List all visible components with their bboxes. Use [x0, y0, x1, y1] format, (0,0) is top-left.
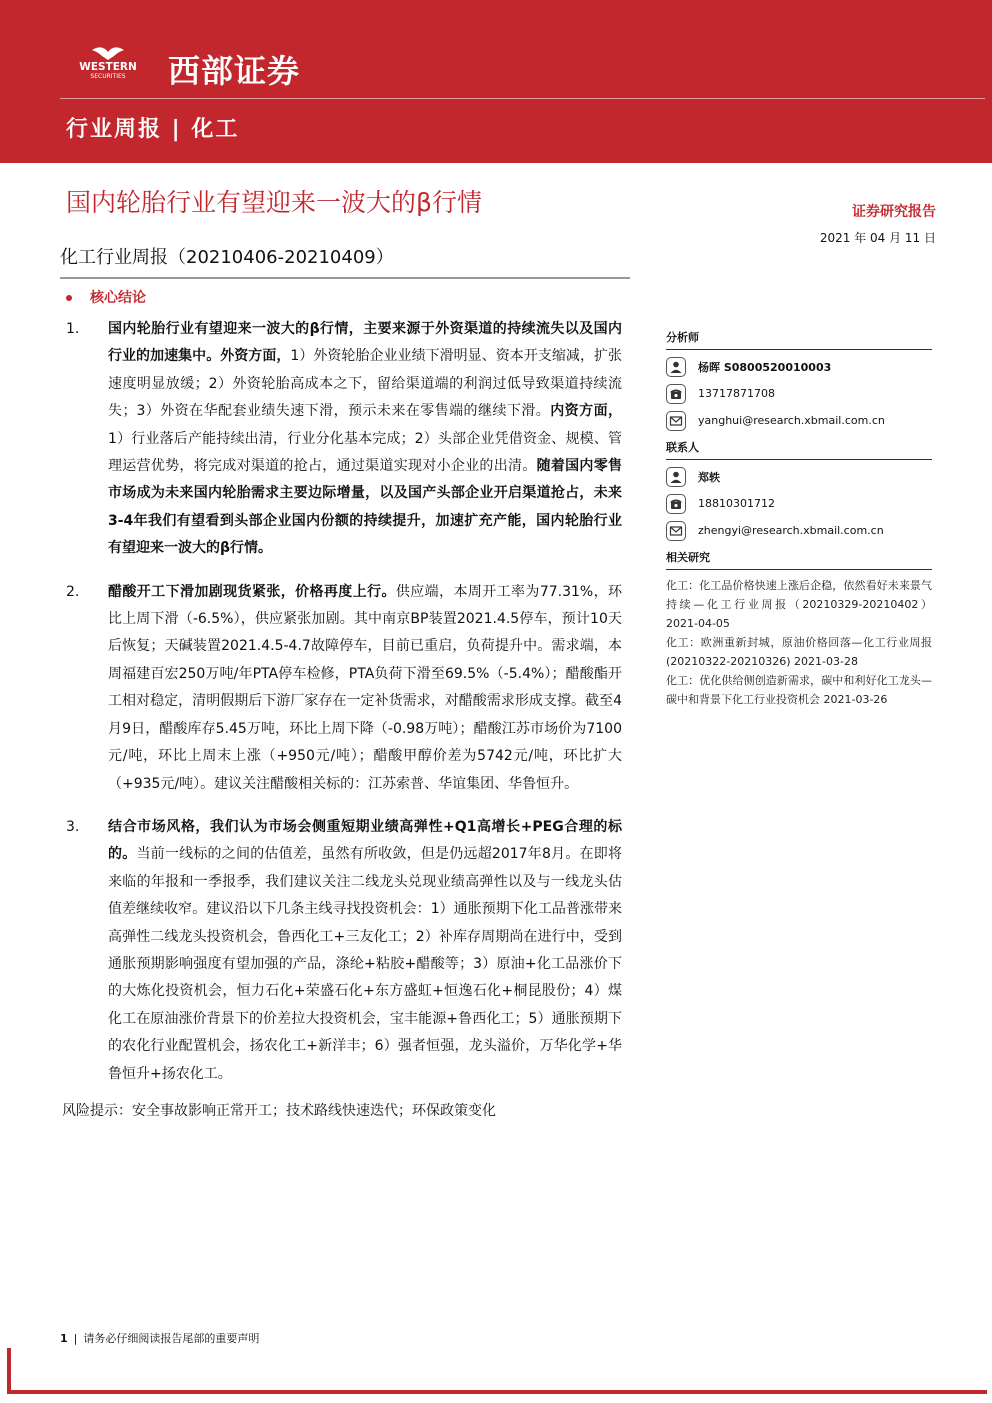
contact-phone-row: [666, 490, 932, 517]
related-research-item[interactable]: 化工：优化供给侧创造新需求，碳中和利好化工龙头—碳中和背景下化工行业投资机会 2021-03-26: [666, 674, 932, 706]
conclusion-item: [62, 316, 622, 563]
item-bold: 随着国内零售市场成为未来国内轮胎需求主要边际增量，以及国产头部企业开启渠道抢占，未来3-4年我们有望看到头部企业国内份额的持续提升，加速扩充产能，国内轮胎行业有望迎来一波大的β行情。: [108, 458, 623, 557]
analyst-phone: 13717871708: [698, 387, 775, 400]
item-number: 3.: [66, 818, 80, 835]
sidebar: [666, 326, 932, 709]
corner-accent-vertical: [7, 1348, 11, 1394]
report-title: 国内轮胎行业有望迎来一波大的β行情: [66, 188, 482, 217]
item-text: [108, 814, 622, 1088]
contact-name: 郑轶: [698, 470, 720, 484]
contact-heading: 联系人: [666, 436, 932, 460]
svg-text:WESTERN: WESTERN: [79, 61, 137, 73]
header-banner: [0, 0, 992, 163]
report-date: 2021 年 04 月 11 日: [819, 231, 936, 245]
contact-email[interactable]: zhengyi@research.xbmail.com.cn: [698, 524, 884, 537]
analyst-email-row: [666, 407, 932, 434]
email-icon: [666, 411, 686, 431]
page-number: 1: [60, 1332, 68, 1345]
item-bold: 国内轮胎行业有望迎来一波大的β行情，主要来源于外资渠道的持续流失以及国内行业的加速集中。外资方面，: [108, 321, 622, 365]
western-securities-logo: [62, 44, 154, 80]
conclusion-item: [62, 814, 622, 1088]
phone-icon: [666, 384, 686, 404]
corner-accent-horizontal: [7, 1390, 987, 1394]
svg-text:SECURITIES: SECURITIES: [90, 73, 126, 80]
related-research-item[interactable]: 化工：化工品价格快速上涨后企稳，依然看好未来景气持续—化工行业周报（20210329-20210402） 2021-04-05: [666, 579, 932, 630]
contact-phone: 18810301712: [698, 497, 775, 510]
core-conclusion-heading: [66, 287, 146, 307]
analyst-name-license: 杨晖 S0800520010003: [698, 360, 832, 374]
item-text: [108, 316, 622, 563]
core-conclusions: [62, 316, 622, 1125]
core-conclusion-label: 核心结论: [90, 290, 146, 306]
phone-icon: [666, 494, 686, 514]
item-bold: 结合市场风格，我们认为市场会侧重短期业绩高弹性+Q1高增长+PEG合理的标的。: [108, 818, 622, 863]
subtitle-divider: [60, 277, 630, 279]
report-type: 行业周报 | 化工: [66, 117, 240, 142]
item-text: [108, 579, 622, 798]
analyst-name-row: [666, 353, 932, 380]
item-body: 1）行业落后产能持续出清，行业分化基本完成；2）头部企业凭借资金、规模、管理运营优势，将完成对渠道的抢占，通过渠道实现对小企业的出清。: [108, 430, 622, 475]
footer-separator: |: [73, 1332, 78, 1345]
related-research-list: [666, 576, 932, 709]
contact-email-row: [666, 517, 932, 544]
contact-name-row: [666, 463, 932, 490]
email-icon: [666, 521, 686, 541]
item-number: 1.: [66, 321, 80, 337]
footer-note: 请务必仔细阅读报告尾部的重要声明: [83, 1332, 260, 1345]
item-body: 1）外资轮胎企业业绩下滑明显、资本开支缩减，扩张速度明显放缓；2）外资轮胎高成本之下，留给渠道端的利润过低导致渠道持续流失；3）外资在华配套业绩失速下滑，预示未来在零售端的继续下滑。: [108, 348, 623, 420]
item-number: 2.: [66, 583, 80, 600]
item-body: 当前一线标的之间的估值差，虽然有所收敛，但是仍远超2017年8月。在即将来临的年报和一季报季，我们建议关注二线龙头兑现业绩高弹性以及与一线龙头估值差继续收窄。建议沿以下几条主线寻找投资机会：1）通胀预期下化工品普涨带来高弹性二线龙头投资机会，鲁西化工+三友化工；2）补库存周期尚在进行中，受到通胀预期影响强度有望加强的产品，涤纶+粘胶+醋酸等；3）原油+化工品涨价下的大炼化投资机会，恒力石化+荣盛石化+东方盛虹+恒逸石化+桐昆股份；4）煤化工在原油涨价背景下的价差拉大投资机会，宝丰能源+鲁西化工；5）通胀预期下的农化行业配置机会，扬农化工+新洋丰；6）强者恒强，龙头溢价，万华化学+华鲁恒升+扬农化工。: [108, 846, 623, 1082]
analyst-phone-row: [666, 380, 932, 407]
page-footer: [60, 1330, 259, 1346]
related-research-heading: 相关研究: [666, 546, 932, 570]
bullet-dot-icon: [66, 295, 72, 301]
person-icon: [666, 357, 686, 377]
item-bold: 醋酸开工下滑加剧现货紧张，价格再度上行。: [108, 583, 396, 600]
analyst-email[interactable]: yanghui@research.xbmail.com.cn: [698, 414, 885, 427]
item-bold: 内资方面，: [550, 403, 623, 420]
risk-warning: 风险提示：安全事故影响正常开工；技术路线快速迭代；环保政策变化: [62, 1102, 496, 1119]
conclusion-item: [62, 579, 622, 798]
person-icon: [666, 467, 686, 487]
related-research-item[interactable]: 化工：欧洲重新封城，原油价格回落—化工行业周报(20210322-20210326) 2021-03-28: [666, 636, 932, 668]
brand-name: 西部证券: [168, 52, 301, 90]
header-divider: [60, 98, 985, 99]
report-kind: 证券研究报告: [852, 204, 936, 220]
item-body: 供应端，本周开工率为77.31%，环比上周下滑（-6.5%），供应紧张加剧。其中南京BP装置2021.4.5停车，预计10天后恢复；天碱装置2021.4.5-4.7故障停车，目前已重启，负荷提升中。需求端，本周福建百宏250万吨/年PTA停车检修，PTA负荷下滑至69.5%（-5.4%）；醋酸酯开工相对稳定，清明假期后下游厂家存在一定补货需求，对醋酸需求形成支撑。截至4月9日，醋酸库存5.45万吨，环比上周下降（-0.98万吨）；醋酸江苏市场价为7100元/吨，环比上周末上涨（+950元/吨）；醋酸甲醇价差为5742元/吨，环比扩大（+935元/吨）。建议关注醋酸相关标的：江苏索普、华谊集团、华鲁恒升。: [108, 583, 623, 792]
report-subtitle: 化工行业周报（20210406-20210409）: [60, 247, 394, 268]
analyst-heading: 分析师: [666, 326, 932, 350]
